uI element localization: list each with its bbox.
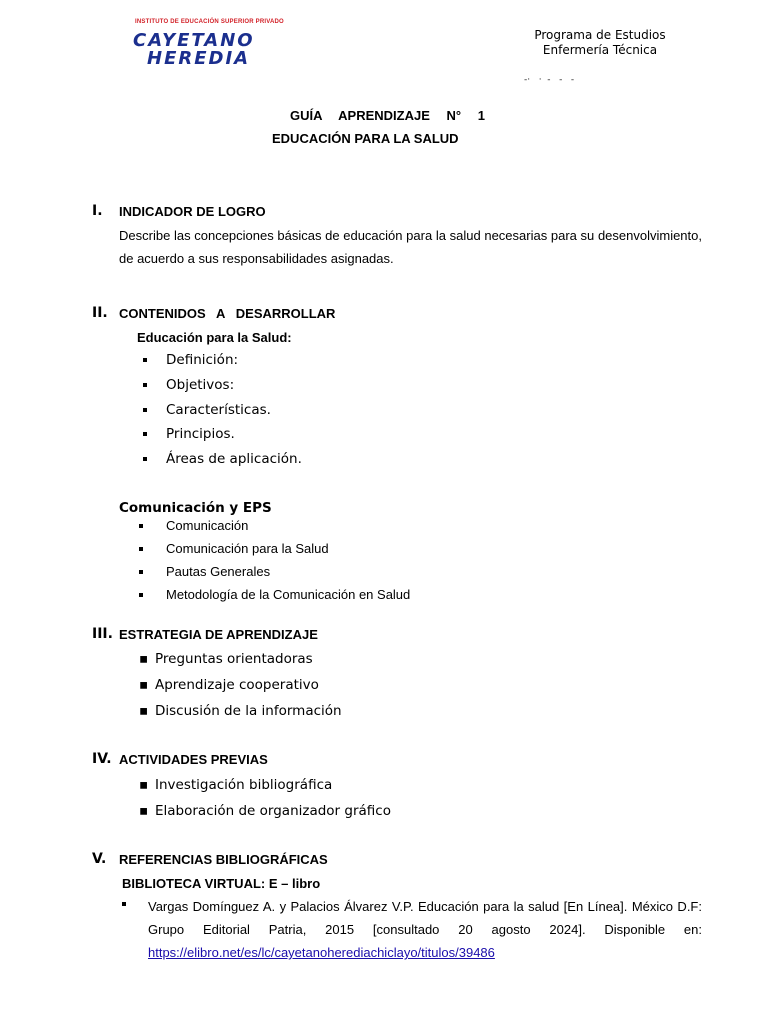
- bullet-icon: ▪: [139, 677, 149, 693]
- program-info: [500, 28, 700, 58]
- list-item-text: Comunicación: [166, 518, 249, 533]
- reference-link[interactable]: https://elibro.net/es/lc/cayetanoherediachiclayo/titulos/39486: [148, 945, 495, 960]
- square-bullet-icon: [139, 570, 143, 574]
- list-item: [166, 564, 270, 579]
- guide-title: GUÍA APRENDIZAJE N° 1: [290, 108, 485, 123]
- section-2-numeral: II.: [92, 305, 108, 321]
- section-1-numeral: I.: [92, 203, 103, 219]
- square-bullet-icon: [139, 547, 143, 551]
- square-bullet-icon: [143, 432, 147, 436]
- square-bullet-icon: [139, 524, 143, 528]
- list-item-text: Investigación bibliográfica: [155, 777, 333, 793]
- reference-text: Vargas Domínguez A. y Palacios Álvarez V.P. Educación para la salud [En Línea]. México D.F: Grupo Editorial Patria, 2015 [consultado 20 agosto 2024]. Disponible en:: [148, 899, 702, 937]
- program-line-2: Enfermería Técnica: [542, 43, 658, 57]
- logo-line-heredia: HEREDIA: [147, 48, 251, 69]
- section-5-title: REFERENCIAS BIBLIOGRÁFICAS: [119, 852, 328, 867]
- header-dashes: -· · - - -: [524, 75, 575, 85]
- section-3-title: ESTRATEGIA DE APRENDIZAJE: [119, 627, 318, 642]
- square-bullet-icon: [143, 408, 147, 412]
- square-bullet-icon: [143, 457, 147, 461]
- list-item: [166, 402, 271, 418]
- list-item: [166, 426, 235, 442]
- section-1-title: INDICADOR DE LOGRO: [119, 204, 266, 219]
- logo-line-cayetano: CAYETANO: [133, 30, 255, 51]
- list-item-text: Metodología de la Comunicación en Salud: [166, 587, 411, 602]
- list-item: [139, 651, 313, 667]
- list-item: [166, 518, 248, 533]
- list-item: [166, 451, 302, 467]
- list-item-text: Comunicación para la Salud: [166, 541, 329, 556]
- bullet-icon: ▪: [139, 651, 149, 667]
- section-4-numeral: IV.: [92, 751, 112, 767]
- bullet-icon: ▪: [139, 703, 149, 719]
- square-bullet-icon: [143, 383, 147, 387]
- program-line-1: Programa de Estudios: [534, 28, 666, 42]
- bullet-icon: ▪: [139, 803, 149, 819]
- square-bullet-icon: [139, 593, 143, 597]
- list-item: [139, 803, 391, 819]
- list-item: [166, 541, 329, 556]
- section-5-subtitle: BIBLIOTECA VIRTUAL: E – libro: [122, 876, 321, 891]
- list-item-text: Principios.: [166, 426, 235, 442]
- section-2-subtitle-2: Comunicación y EPS: [119, 500, 272, 516]
- section-2-subtitle: Educación para la Salud:: [137, 330, 292, 345]
- section-2-title: CONTENIDOS A DESARROLLAR: [119, 306, 336, 321]
- list-item: [166, 352, 238, 368]
- list-item-text: Objetivos:: [166, 377, 235, 393]
- list-item: [139, 703, 342, 719]
- list-item: [166, 377, 234, 393]
- list-item-text: Definición:: [166, 352, 239, 368]
- section-5-numeral: V.: [92, 851, 107, 867]
- square-bullet-icon: [122, 902, 126, 906]
- square-bullet-icon: [143, 358, 147, 362]
- reference-entry: [148, 895, 702, 964]
- list-item: [139, 777, 333, 793]
- list-item-text: Preguntas orientadoras: [155, 651, 313, 667]
- section-4-title: ACTIVIDADES PREVIAS: [119, 752, 268, 767]
- section-1-text: Describe las concepciones básicas de educación para la salud necesarias para su desenvolvimiento, de acuerdo a sus responsabilidades asignadas.: [119, 228, 702, 266]
- bullet-icon: ▪: [139, 777, 149, 793]
- list-item: [139, 677, 319, 693]
- logo-institution-label: INSTITUTO DE EDUCACIÓN SUPERIOR PRIVADO: [135, 19, 284, 25]
- list-item-text: Aprendizaje cooperativo: [155, 677, 319, 693]
- list-item-text: Características.: [166, 402, 271, 418]
- section-3-numeral: III.: [92, 626, 113, 642]
- guide-subject: EDUCACIÓN PARA LA SALUD: [272, 131, 459, 146]
- list-item-text: Pautas Generales: [166, 564, 271, 579]
- list-item-text: Discusión de la información: [155, 703, 342, 719]
- list-item: [166, 587, 410, 602]
- list-item-text: Áreas de aplicación.: [166, 451, 302, 467]
- list-item-text: Elaboración de organizador gráfico: [155, 803, 391, 819]
